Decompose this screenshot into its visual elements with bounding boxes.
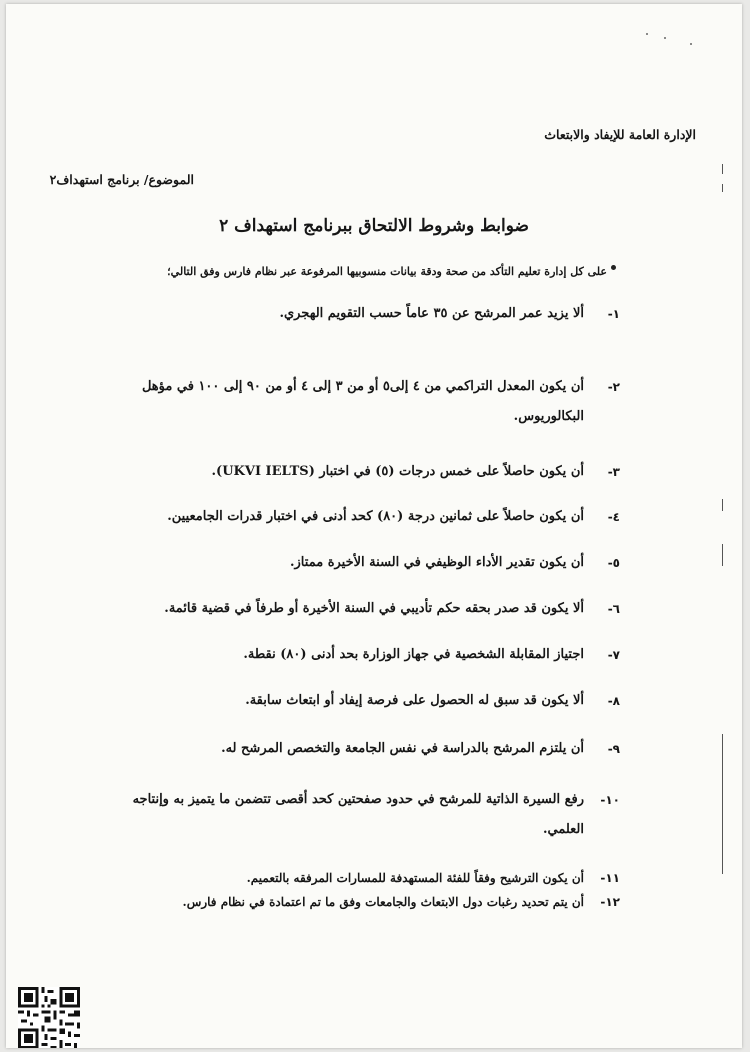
- item-number: ٥-: [607, 556, 620, 570]
- item-text: ألا يزيد عمر المرشح عن ٣٥ عاماً حسب التقويم الهجري.: [279, 306, 584, 321]
- qr-code-icon: [18, 987, 80, 1048]
- item-text: اجتياز المقابلة الشخصية في جهاز الوزارة بحد أدنى (٨٠) نقطة.: [243, 647, 584, 662]
- intro-text: على كل إدارة تعليم التأكد من صحة ودقة بيانات منسوبيها المرفوعة عبر نظام فارس وفق التالي؛: [167, 265, 607, 278]
- list-item: [100, 737, 620, 761]
- item-text: رفع السيرة الذاتية للمرشح في حدود صفحتين كحد أقصى تتضمن ما يتميز به وإنتاجه العلمي.: [132, 792, 584, 837]
- item-text: أن يتم تحديد رغبات دول الابتعاث والجامعات وفق ما تم اعتمادة في نظام فارس.: [182, 895, 584, 909]
- item-text: أن يكون حاصلاً على ثمانين درجة (٨٠) كحد أدنى في اختبار قدرات الجامعيين.: [167, 509, 584, 524]
- list-item: [100, 551, 620, 575]
- item-number: ١-: [607, 307, 620, 321]
- item-number: ١١-: [600, 871, 620, 885]
- list-item: [100, 372, 620, 432]
- list-item: [100, 785, 620, 845]
- item-text: ألا يكون قد سبق له الحصول على فرصة إيفاد أو ابتعاث سابقة.: [245, 693, 584, 708]
- list-item: [100, 689, 620, 713]
- item-number: ٦-: [607, 602, 620, 616]
- item-text: أن يكون حاصلاً على خمس درجات (٥) في اختبار (UKVI IELTS).: [211, 464, 584, 479]
- list-item: [100, 643, 620, 667]
- department-heading: الإدارة العامة للإيفاد والابتعاث: [544, 127, 696, 142]
- item-number: ١٢-: [600, 895, 620, 909]
- item-text: أن يكون الترشيح وفقاً للفئة المستهدفة للمسارات المرفقه بالتعميم.: [246, 871, 584, 885]
- item-number: ٨-: [607, 694, 620, 708]
- item-text: أن يكون المعدل التراكمي من ٤ إلى٥ أو من ٣ إلى ٤ أو من ٩٠ إلى ١٠٠ في مؤهل البكالوريوس.: [141, 379, 584, 424]
- item-number: ٩-: [607, 742, 620, 756]
- list-item: [100, 460, 620, 484]
- item-number: ٣-: [607, 465, 620, 479]
- list-item: [100, 302, 620, 326]
- conditions-list: [100, 302, 620, 913]
- item-text: أن يلتزم المرشح بالدراسة في نفس الجامعة والتخصص المرشح له.: [221, 741, 584, 756]
- list-item: [100, 505, 620, 529]
- subject-line: الموضوع/ برنامج استهداف٢: [49, 172, 194, 187]
- scan-specks: [646, 29, 706, 49]
- item-text: ألا يكون قد صدر بحقه حكم تأديبي في السنة الأخيرة أو طرفاً في قضية قائمة.: [164, 601, 584, 616]
- list-item: [100, 597, 620, 621]
- document-page: [6, 4, 742, 1048]
- list-item: [100, 867, 620, 889]
- item-number: ٧-: [607, 648, 620, 662]
- page-title: ضوابط وشروط الالتحاق ببرنامج استهداف ٢: [219, 216, 529, 236]
- item-text: أن يكون تقدير الأداء الوظيفي في السنة الأخيرة ممتاز.: [290, 555, 584, 570]
- item-number: ٢-: [607, 380, 620, 394]
- item-number: ٤-: [607, 510, 620, 524]
- list-item: [100, 891, 620, 913]
- bullet-icon: [611, 265, 616, 270]
- item-number: ١٠-: [600, 793, 620, 807]
- margin-marks: [720, 124, 726, 904]
